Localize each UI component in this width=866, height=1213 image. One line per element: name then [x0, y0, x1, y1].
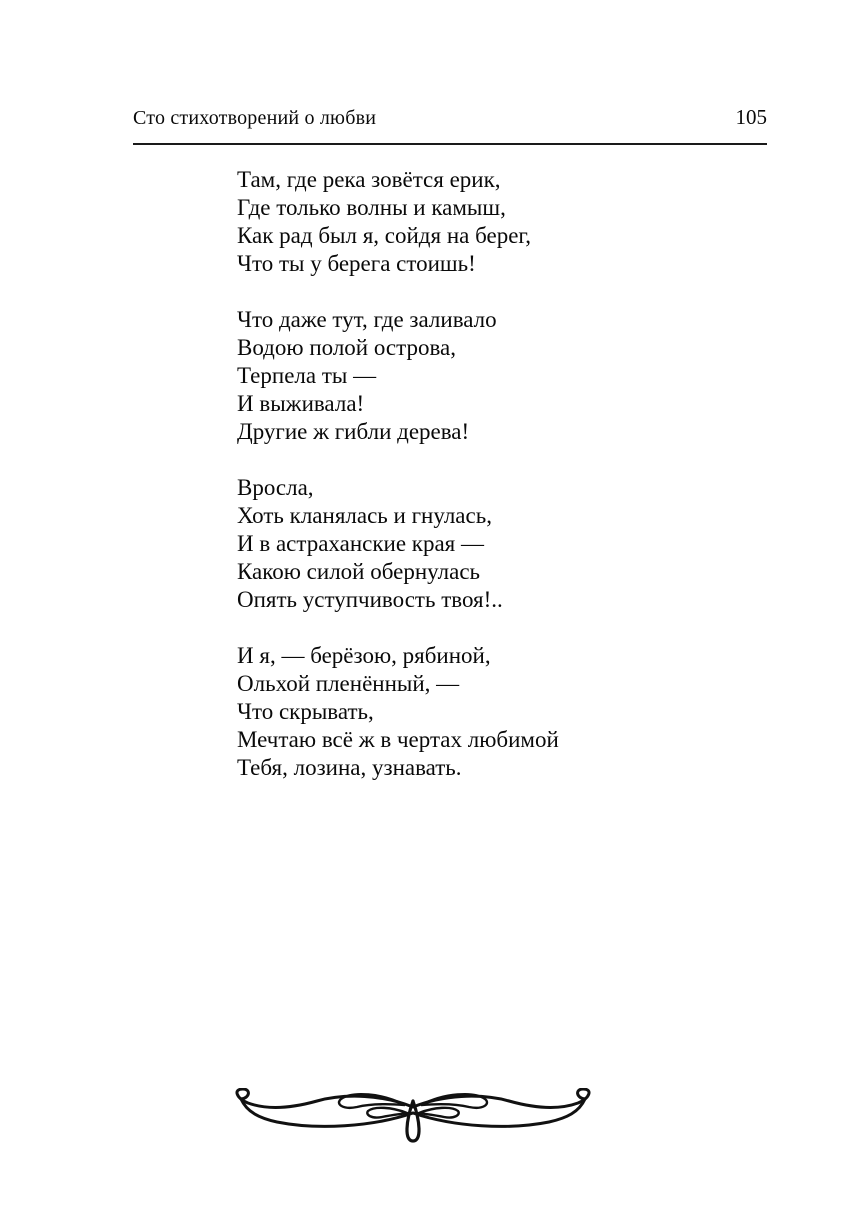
poem-line: Что ты у берега стоишь!	[237, 251, 476, 276]
poem-line: Как рад был я, сойдя на берег,	[237, 223, 532, 248]
poem-line: И я, — берёзою, рябиной,	[237, 643, 491, 668]
poem-line: Вросла,	[237, 475, 314, 500]
poem-line: Тебя, лозина, узнавать.	[237, 755, 462, 780]
poem	[237, 166, 559, 810]
stanza	[237, 642, 559, 782]
poem-line: Там, где река зовётся ерик,	[237, 167, 501, 192]
poem-line: Что скрывать,	[237, 699, 374, 724]
poem-line: Хоть кланялась и гнулась,	[237, 503, 492, 528]
poem-line: И в астраханские края —	[237, 531, 485, 556]
poem-line: Терпела ты —	[237, 363, 377, 388]
poem-line: Другие ж гибли дерева!	[237, 419, 470, 444]
poem-line: Опять уступчивость твоя!..	[237, 587, 503, 612]
running-head	[133, 104, 767, 131]
stanza	[237, 306, 559, 446]
running-title: Сто стихотворений о любви	[133, 107, 377, 129]
flourish-ornament-icon	[228, 1088, 598, 1160]
poem-line: Какою силой обернулась	[237, 559, 481, 584]
poem-line: Мечтаю всё ж в чертах любимой	[237, 727, 559, 752]
poem-line: Что даже тут, где заливало	[237, 307, 497, 332]
poem-line: Ольхой пленённый, —	[237, 671, 460, 696]
poem-line: Где только волны и камыш,	[237, 195, 506, 220]
poem-line: Водою полой острова,	[237, 335, 456, 360]
page-number: 105	[735, 105, 767, 129]
stanza	[237, 166, 559, 278]
poem-line: И выживала!	[237, 391, 365, 416]
stanza	[237, 474, 559, 614]
header-rule	[133, 143, 767, 145]
